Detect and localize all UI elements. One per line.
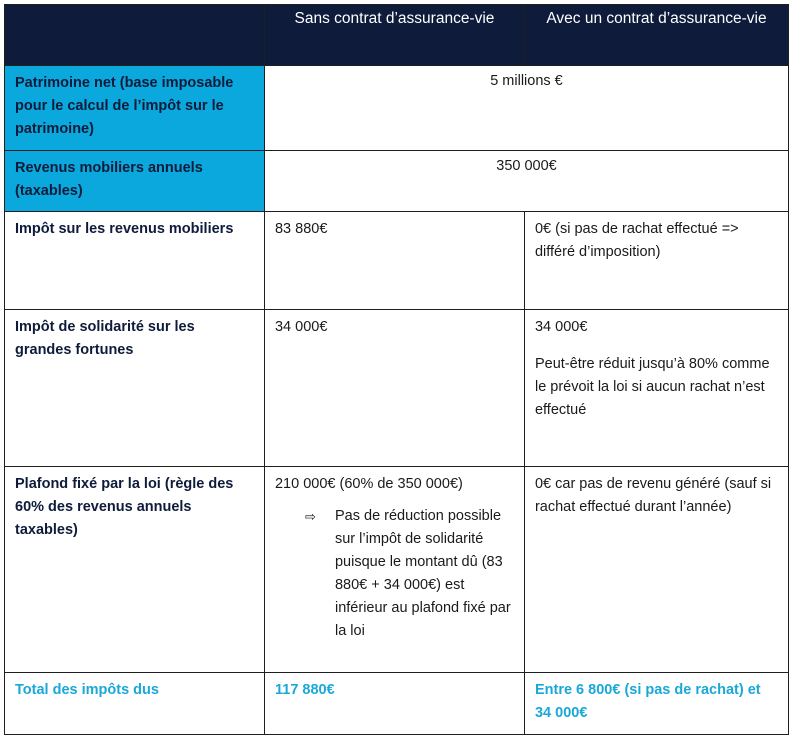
avec-total: Entre 6 800€ (si pas de rachat) et 34 000€ (524, 673, 788, 735)
header-empty-cell (5, 5, 265, 66)
sans-plafond: 210 000€ (60% de 350 000€) (274, 476, 463, 492)
label-isf: Impôt de solidarité sur les grandes fortunes (5, 310, 265, 467)
sans-impot-revenus: 83 880€ (264, 212, 524, 310)
sans-total: 117 880€ (264, 673, 524, 735)
label-impot-revenus: Impôt sur les revenus mobiliers (5, 212, 265, 310)
label-patrimoine: Patrimoine net (base imposable pour le calcul de l’impôt sur le patrimoine) (5, 66, 265, 151)
row-plafond (5, 467, 789, 673)
plafond-bullet (305, 505, 514, 643)
avec-isf-note: Peut-être réduit jusqu’à 80% comme le prévoit la loi si aucun rachat n’est effectué (534, 356, 770, 418)
avec-impot-revenus: 0€ (si pas de rachat effectué => différé d’imposition) (524, 212, 788, 310)
label-total: Total des impôts dus (5, 673, 265, 735)
right-arrow-icon: ⇨ (304, 509, 316, 524)
row-revenus (5, 151, 789, 212)
row-total (5, 673, 789, 735)
value-patrimoine: 5 millions € (264, 66, 788, 151)
value-revenus: 350 000€ (264, 151, 788, 212)
row-impot-revenus (5, 212, 789, 310)
header-sans-contrat: Sans contrat d’assurance-vie (264, 5, 524, 66)
row-isf (5, 310, 789, 467)
table-header-row (5, 5, 789, 66)
label-revenus: Revenus mobiliers annuels (taxables) (5, 151, 265, 212)
avec-isf: 34 000€ (534, 319, 588, 335)
avec-plafond: 0€ car pas de revenu généré (sauf si rachat effectué durant l’année) (524, 467, 788, 673)
sans-plafond-cell (264, 467, 524, 673)
header-avec-contrat: Avec un contrat d’assurance-vie (524, 5, 788, 66)
avec-isf-cell (524, 310, 788, 467)
tax-comparison-table (4, 4, 789, 735)
row-patrimoine (5, 66, 789, 151)
sans-plafond-note: Pas de réduction possible sur l’impôt de solidarité puisque le montant dû (83 880€ + 34 000€) est inférieur au plafond fixé par la loi (334, 508, 511, 639)
label-plafond: Plafond fixé par la loi (règle des 60% des revenus annuels taxables) (5, 467, 265, 673)
sans-isf: 34 000€ (264, 310, 524, 467)
